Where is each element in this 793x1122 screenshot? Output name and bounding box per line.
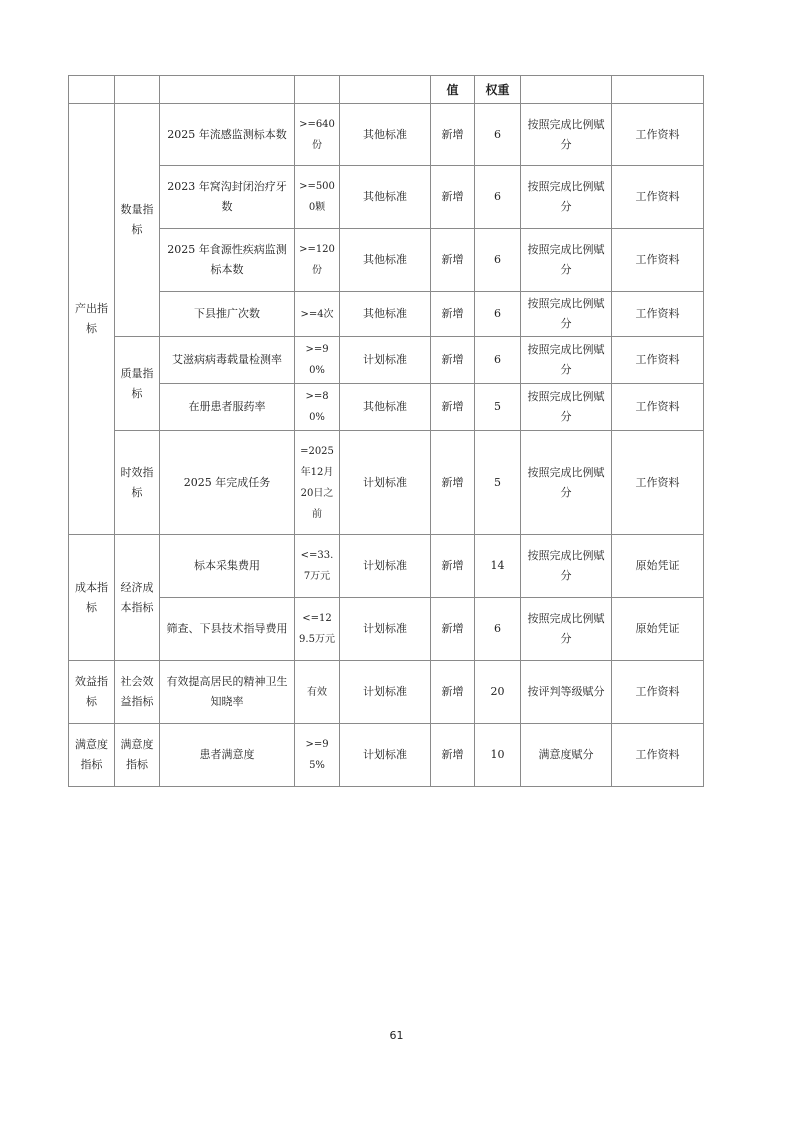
weight-cell: 5 (475, 431, 521, 535)
performance-indicator-table (68, 75, 704, 787)
subgroup-cell: 经济成本指标 (115, 535, 160, 661)
scoring-cell: 按照完成比例赋分 (521, 166, 612, 229)
group-cell: 效益指标 (69, 661, 115, 724)
scoring-cell: 按照完成比例赋分 (521, 384, 612, 431)
source-cell: 工作资料 (612, 661, 704, 724)
type-cell: 新增 (431, 337, 475, 384)
indicator-cell: 2025 年流感监测标本数 (160, 104, 295, 166)
weight-cell: 6 (475, 292, 521, 337)
indicator-cell: 下县推广次数 (160, 292, 295, 337)
weight-cell: 6 (475, 166, 521, 229)
type-cell: 新增 (431, 104, 475, 166)
indicator-cell: 筛查、下县技术指导费用 (160, 598, 295, 661)
value-cell: >=120份 (295, 229, 340, 292)
scoring-cell: 按照完成比例赋分 (521, 535, 612, 598)
subgroup-cell: 时效指标 (115, 431, 160, 535)
source-cell: 工作资料 (612, 229, 704, 292)
source-cell: 工作资料 (612, 166, 704, 229)
header-weight-cell: 权重 (475, 76, 521, 104)
source-cell: 工作资料 (612, 431, 704, 535)
table-row (69, 104, 704, 166)
value-cell: 有效 (295, 661, 340, 724)
subgroup-cell: 质量指标 (115, 337, 160, 431)
weight-cell: 5 (475, 384, 521, 431)
standard-cell: 其他标准 (340, 229, 431, 292)
group-cell: 成本指标 (69, 535, 115, 661)
type-cell: 新增 (431, 535, 475, 598)
scoring-cell: 按照完成比例赋分 (521, 229, 612, 292)
indicator-cell: 在册患者服药率 (160, 384, 295, 431)
type-cell: 新增 (431, 292, 475, 337)
type-cell: 新增 (431, 166, 475, 229)
standard-cell: 其他标准 (340, 292, 431, 337)
value-cell: >=80% (295, 384, 340, 431)
group-cell: 满意度指标 (69, 724, 115, 787)
scoring-cell: 按照完成比例赋分 (521, 104, 612, 166)
source-cell: 工作资料 (612, 337, 704, 384)
scoring-cell: 按评判等级赋分 (521, 661, 612, 724)
scoring-cell: 满意度赋分 (521, 724, 612, 787)
value-cell: =2025年12月20日之前 (295, 431, 340, 535)
indicator-cell: 有效提高居民的精神卫生知晓率 (160, 661, 295, 724)
subgroup-cell: 数量指标 (115, 104, 160, 337)
type-cell: 新增 (431, 661, 475, 724)
header-cell (295, 76, 340, 104)
subgroup-cell: 社会效益指标 (115, 661, 160, 724)
indicator-cell: 2023 年窝沟封闭治疗牙数 (160, 166, 295, 229)
scoring-cell: 按照完成比例赋分 (521, 337, 612, 384)
indicator-cell: 2025 年食源性疾病监测标本数 (160, 229, 295, 292)
type-cell: 新增 (431, 598, 475, 661)
page-number: 61 (389, 1029, 404, 1042)
standard-cell: 计划标准 (340, 724, 431, 787)
scoring-cell: 按照完成比例赋分 (521, 292, 612, 337)
scoring-cell: 按照完成比例赋分 (521, 598, 612, 661)
table-row (69, 229, 704, 292)
group-cell: 产出指标 (69, 104, 115, 535)
indicator-cell: 患者满意度 (160, 724, 295, 787)
standard-cell: 其他标准 (340, 166, 431, 229)
type-cell: 新增 (431, 384, 475, 431)
standard-cell: 计划标准 (340, 431, 431, 535)
source-cell: 工作资料 (612, 104, 704, 166)
value-cell: >=90% (295, 337, 340, 384)
value-cell: >=95% (295, 724, 340, 787)
value-cell: <=33.7万元 (295, 535, 340, 598)
weight-cell: 10 (475, 724, 521, 787)
table-header-row (69, 76, 704, 104)
table-row (69, 598, 704, 661)
type-cell: 新增 (431, 724, 475, 787)
standard-cell: 计划标准 (340, 535, 431, 598)
value-cell: >=4次 (295, 292, 340, 337)
weight-cell: 6 (475, 337, 521, 384)
header-value-cell: 值 (431, 76, 475, 104)
indicator-cell: 标本采集费用 (160, 535, 295, 598)
value-cell: <=129.5万元 (295, 598, 340, 661)
indicator-cell: 艾滋病病毒载量检测率 (160, 337, 295, 384)
type-cell: 新增 (431, 229, 475, 292)
source-cell: 工作资料 (612, 724, 704, 787)
table-row (69, 661, 704, 724)
table-row (69, 535, 704, 598)
value-cell: >=640份 (295, 104, 340, 166)
standard-cell: 计划标准 (340, 337, 431, 384)
table-row (69, 337, 704, 384)
weight-cell: 6 (475, 229, 521, 292)
table-row (69, 166, 704, 229)
source-cell: 工作资料 (612, 292, 704, 337)
table-row (69, 384, 704, 431)
weight-cell: 20 (475, 661, 521, 724)
standard-cell: 其他标准 (340, 104, 431, 166)
source-cell: 工作资料 (612, 384, 704, 431)
table-row (69, 292, 704, 337)
weight-cell: 6 (475, 598, 521, 661)
subgroup-cell: 满意度指标 (115, 724, 160, 787)
header-cell (521, 76, 612, 104)
standard-cell: 计划标准 (340, 598, 431, 661)
table-row (69, 431, 704, 535)
source-cell: 原始凭证 (612, 598, 704, 661)
standard-cell: 计划标准 (340, 661, 431, 724)
type-cell: 新增 (431, 431, 475, 535)
standard-cell: 其他标准 (340, 384, 431, 431)
value-cell: >=5000颗 (295, 166, 340, 229)
weight-cell: 14 (475, 535, 521, 598)
scoring-cell: 按照完成比例赋分 (521, 431, 612, 535)
table-row (69, 724, 704, 787)
header-cell (160, 76, 295, 104)
indicator-cell: 2025 年完成任务 (160, 431, 295, 535)
header-cell (340, 76, 431, 104)
weight-cell: 6 (475, 104, 521, 166)
header-cell (69, 76, 115, 104)
header-cell (612, 76, 704, 104)
header-cell (115, 76, 160, 104)
source-cell: 原始凭证 (612, 535, 704, 598)
